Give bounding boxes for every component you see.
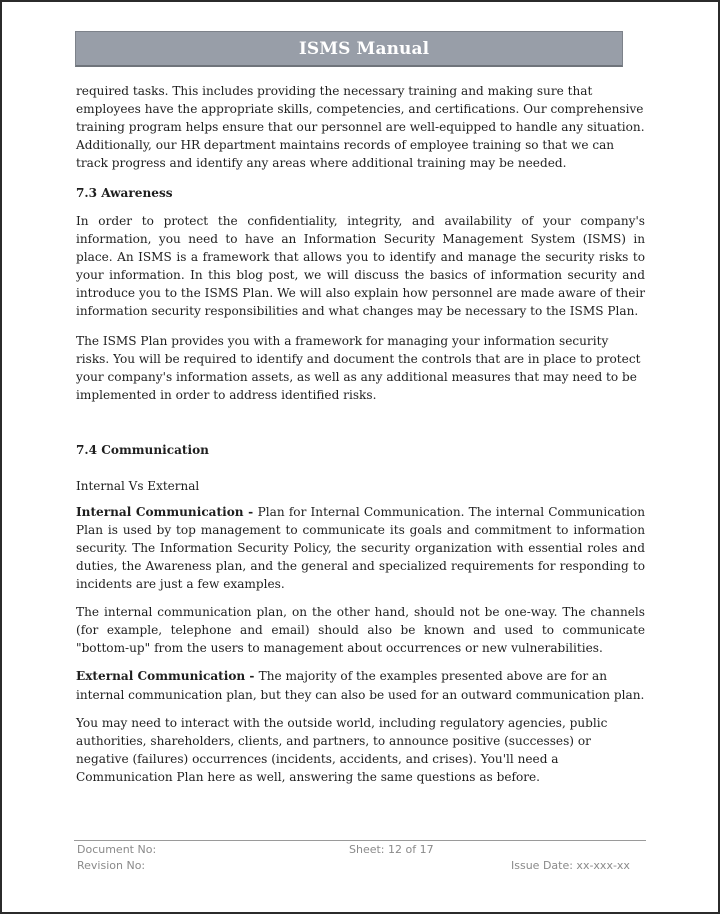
header-bar [75,31,623,67]
section-heading-awareness: 7.3 Awareness [76,186,173,201]
awareness-paragraph-1: In order to protect the confidentiality, integrity, and availability of your company's information, you need to have an Information Security Management System (ISMS) in place. An ISMS is a framework that allows you to identify and manage the security risks to your information. In this blog post, we will discuss the basics of information security and introduce you to the ISMS Plan. We will also explain how personnel are made aware of their information security responsibilities and what changes may be necessary to the ISMS Plan. [76,213,645,319]
footer-revision-no: Revision No: [77,859,146,872]
footer-sheet: Sheet: 12 of 17 [349,843,434,856]
document-body [76,82,645,786]
internal-communication-label: Internal Communication - [76,504,258,519]
subheading-internal-vs-external: Internal Vs External [76,478,200,493]
external-communication-label: External Communication - [76,669,259,684]
internal-communication-text: Plan for Internal Communication. The internal Communication Plan is used by top management to communicate its goals and commitment to information security. The Information Security Policy, the security organization with essential roles and duties, the Awareness plan, and the general and specialized requirements for responding to incidents are just a few examples. [76,504,645,592]
external-communication-text: The majority of the examples presented above are for an internal communication plan, but they can also be used for an outward communication plan. [76,669,645,702]
footer-issue-date: Issue Date: xx-xxx-xx [511,859,630,872]
internal-communication-paragraph [76,503,645,593]
external-followup-paragraph: You may need to interact with the outside world, including regulatory agencies, public authorities, shareholders, clients, and partners, to announce positive (successes) or negative (failures) occurrences (incidents, accidents, and crises). You'll need a Communication Plan here as well, answering the same questions as before. [76,715,608,784]
internal-followup-paragraph: The internal communication plan, on the other hand, should not be one-way. The channels (for example, telephone and email) should also be known and used to communicate "bottom-up" from the users to management about occurrences or new vulnerabilities. [76,605,645,656]
section-heading-communication: 7.4 Communication [76,442,209,457]
awareness-paragraph-2: The ISMS Plan provides you with a framework for managing your information security risks. You will be required to identify and document the controls that are in place to protect your company's information assets, as well as any additional measures that may need to be implemented in order to address identified risks. [76,334,641,403]
intro-paragraph: required tasks. This includes providing the necessary training and making sure that employees have the appropriate skills, competencies, and certifications. Our comprehensive training program helps ensure that our personnel are well-equipped to handle any situation. Additionally, our HR department maintains records of employee training so that we can track progress and identify any areas where additional training may be needed. [76,84,645,171]
footer-document-no: Document No: [77,843,157,856]
document-title: ISMS Manual [298,38,430,59]
footer-divider [74,840,646,841]
external-communication-paragraph [76,667,645,703]
